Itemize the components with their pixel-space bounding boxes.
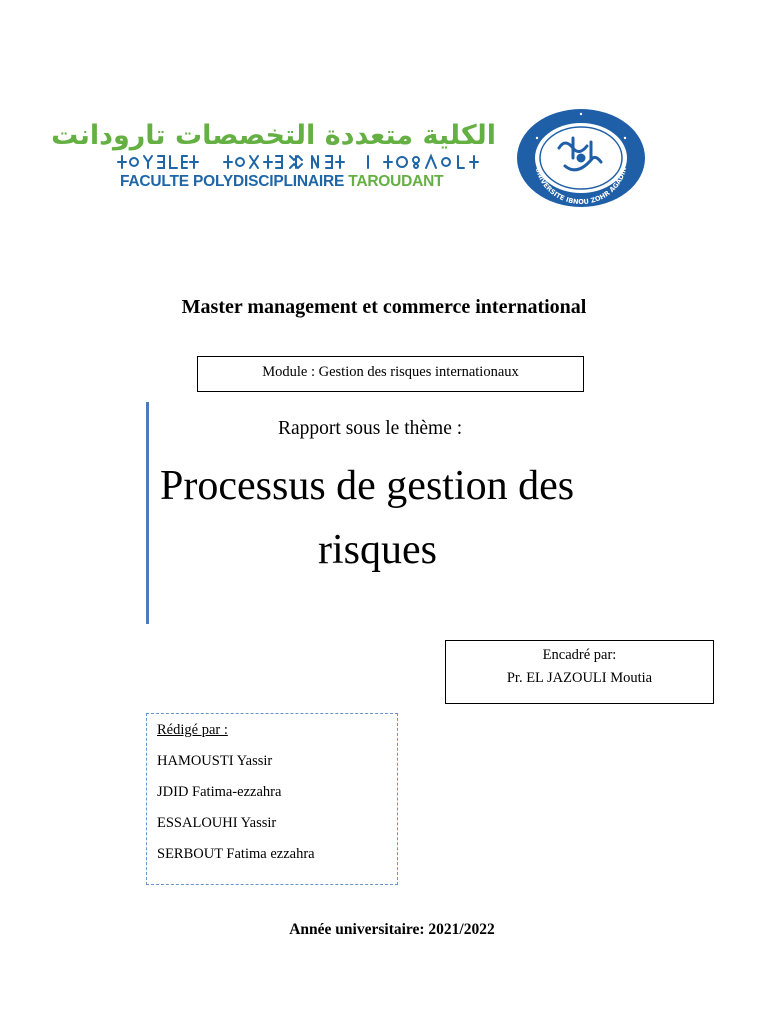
logo-latin-text [120, 173, 443, 191]
academic-year: Année universitaire: 2021/2022 [289, 921, 495, 938]
module-box [197, 356, 584, 392]
seal-ring-text: UNIVERSITE IBNOU ZOHR AGADIR [533, 166, 629, 206]
report-title-line2: risques [318, 527, 437, 573]
supervisor-box [445, 640, 714, 704]
logo-arabic-text: الكلية متعددة التخصصات تارودانت [51, 120, 496, 151]
authors-label: Rédigé par : [157, 722, 228, 738]
module-text: Module : Gestion des risques internationaux [262, 364, 519, 380]
authors-list [157, 752, 315, 876]
report-title-line1: Processus de gestion des [160, 463, 575, 509]
logo-tifinagh-text [118, 152, 496, 172]
author-name: JDID Fatima-ezzahra [157, 784, 282, 800]
title-accent-rule [146, 402, 149, 624]
university-seal [515, 108, 647, 208]
authors-box [146, 713, 398, 885]
logo-latin-main: FACULTE POLYDISCIPLINAIRE [120, 173, 345, 190]
supervisor-name: Pr. EL JAZOULI Moutia [506, 670, 653, 686]
program-title: Master management et commerce international [181, 296, 587, 318]
author-name: ESSALOUHI Yassir [157, 815, 277, 831]
supervisor-label: Encadré par: [542, 647, 617, 663]
report-intro: Rapport sous le thème : [278, 418, 463, 439]
author-name: SERBOUT Fatima ezzahra [157, 846, 315, 862]
logo-latin-city: TAROUDANT [348, 173, 444, 190]
author-name: HAMOUSTI Yassir [157, 753, 273, 769]
